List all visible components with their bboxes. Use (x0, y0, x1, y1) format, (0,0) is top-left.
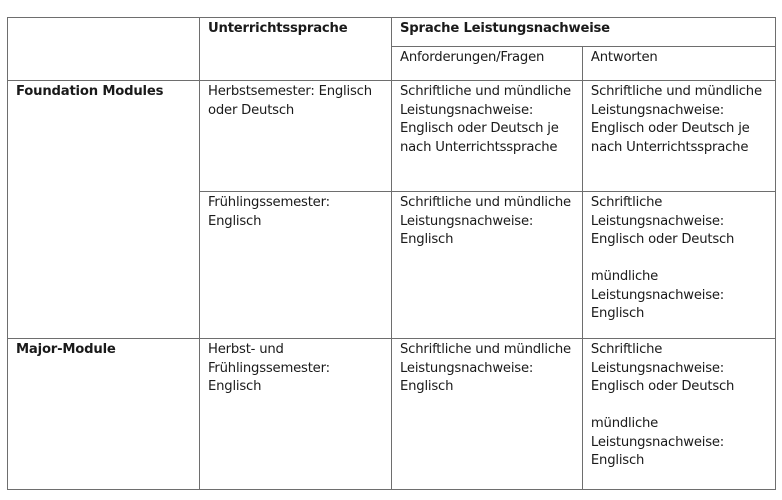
table-row (8, 339, 776, 490)
answers-paragraph-written: Schriftliche Leistungsnachweise: Englisch oder Deutsch (590, 342, 735, 394)
header-sprache-leistungsnachweise: Sprache Leistungsnachweise (392, 18, 776, 47)
header-empty-cell (8, 18, 200, 81)
language-cell: Frühlingssemester: Englisch (200, 192, 392, 339)
language-table (7, 17, 776, 490)
answers-paragraph-written: Schriftliche Leistungsnachweise: Englisch oder Deutsch (590, 195, 735, 247)
header-anforderungen-fragen: Anforderungen/Fragen (392, 47, 583, 81)
paragraph-gap (591, 250, 767, 269)
table-row (8, 81, 776, 192)
answers-paragraph-oral: mündliche Leistungsnachweise: Englisch (590, 416, 725, 468)
module-name-cell: Foundation Modules (8, 81, 200, 339)
answers-cell (582, 81, 775, 192)
answers-cell (582, 339, 775, 490)
answers-paragraph: Schriftliche und mündliche Leistungsnachweise: Englisch oder Deutsch je nach Unterrichtssprache (590, 84, 762, 155)
module-name-cell: Major-Module (8, 339, 200, 490)
answers-cell (582, 192, 775, 339)
requirements-cell: Schriftliche und mündliche Leistungsnachweise: Englisch (392, 192, 583, 339)
paragraph-gap (591, 397, 767, 416)
header-antworten: Antworten (582, 47, 775, 81)
requirements-cell: Schriftliche und mündliche Leistungsnachweise: Englisch oder Deutsch je nach Unterrichtssprache (392, 81, 583, 192)
language-cell: Herbstsemester: Englisch oder Deutsch (200, 81, 392, 192)
answers-paragraph-oral: mündliche Leistungsnachweise: Englisch (590, 269, 725, 321)
header-row (8, 18, 776, 47)
header-unterrichtssprache: Unterrichtssprache (200, 18, 392, 81)
language-cell: Herbst- und Frühlingssemester: Englisch (200, 339, 392, 490)
requirements-cell: Schriftliche und mündliche Leistungsnachweise: Englisch (392, 339, 583, 490)
